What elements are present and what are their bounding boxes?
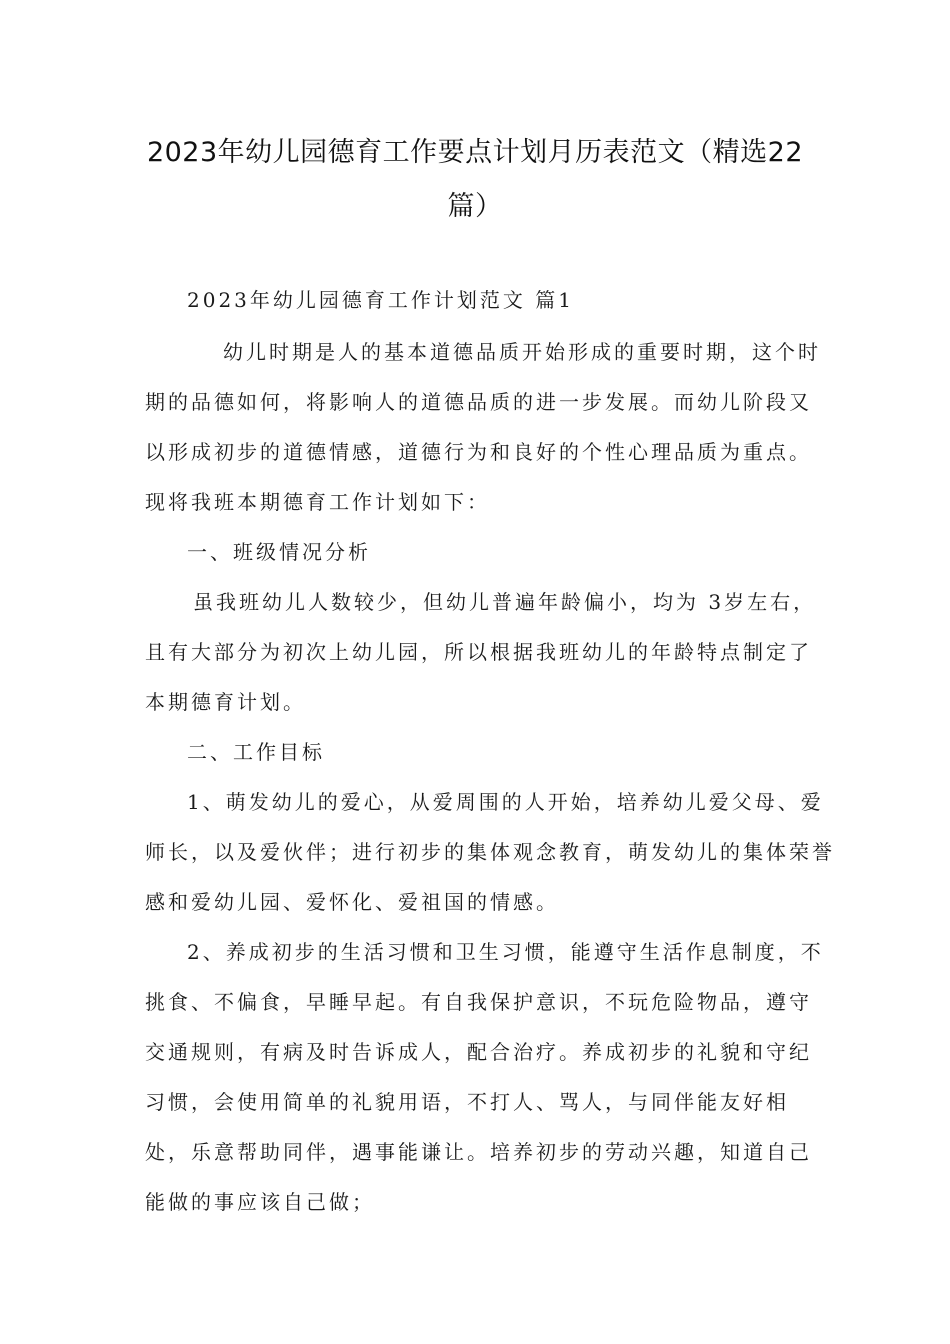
document-title xyxy=(140,126,810,234)
subheading: 一、班级情况分析 xyxy=(187,540,371,564)
subheading: 二、工作目标 xyxy=(187,740,325,764)
paragraph-line: 感和爱幼儿园、爱怀化、爱祖国的情感。 xyxy=(145,890,559,914)
paragraph-line: 习惯，会使用简单的礼貌用语，不打人、骂人，与同伴能友好相 xyxy=(145,1090,789,1114)
paragraph-line: 处，乐意帮助同伴，遇事能谦让。培养初步的劳动兴趣，知道自己 xyxy=(145,1140,812,1164)
paragraph-line: 师长，以及爱伙伴；进行初步的集体观念教育，萌发幼儿的集体荣誉 xyxy=(145,840,835,864)
title-line-2: 篇） xyxy=(447,191,503,222)
paragraph-line: 交通规则，有病及时告诉成人，配合治疗。养成初步的礼貌和守纪 xyxy=(145,1040,812,1064)
paragraph-line: 以形成初步的道德情感，道德行为和良好的个性心理品质为重点。 xyxy=(145,440,812,464)
paragraph-line: 现将我班本期德育工作计划如下： xyxy=(145,490,490,514)
title-line-1: 2023年幼儿园德育工作要点计划月历表范文（精选22 xyxy=(146,137,804,168)
section-heading: 2023年幼儿园德育工作计划范文 篇1 xyxy=(187,288,574,312)
paragraph-line: 本期德育计划。 xyxy=(145,690,306,714)
paragraph-line: 幼儿时期是人的基本道德品质开始形成的重要时期，这个时 xyxy=(223,340,821,364)
paragraph-line: 2、养成初步的生活习惯和卫生习惯，能遵守生活作息制度，不 xyxy=(187,940,824,964)
paragraph-line: 能做的事应该自己做； xyxy=(145,1190,375,1214)
paragraph-line: 虽我班幼儿人数较少，但幼儿普遍年龄偏小，均为 3岁左右， xyxy=(193,590,817,614)
paragraph-line: 挑食、不偏食，早睡早起。有自我保护意识，不玩危险物品，遵守 xyxy=(145,990,812,1014)
paragraph-line: 且有大部分为初次上幼儿园，所以根据我班幼儿的年龄特点制定了 xyxy=(145,640,812,664)
paragraph-line: 期的品德如何，将影响人的道德品质的进一步发展。而幼儿阶段又 xyxy=(145,390,812,414)
paragraph-line: 1、萌发幼儿的爱心，从爱周围的人开始，培养幼儿爱父母、爱 xyxy=(187,790,824,814)
